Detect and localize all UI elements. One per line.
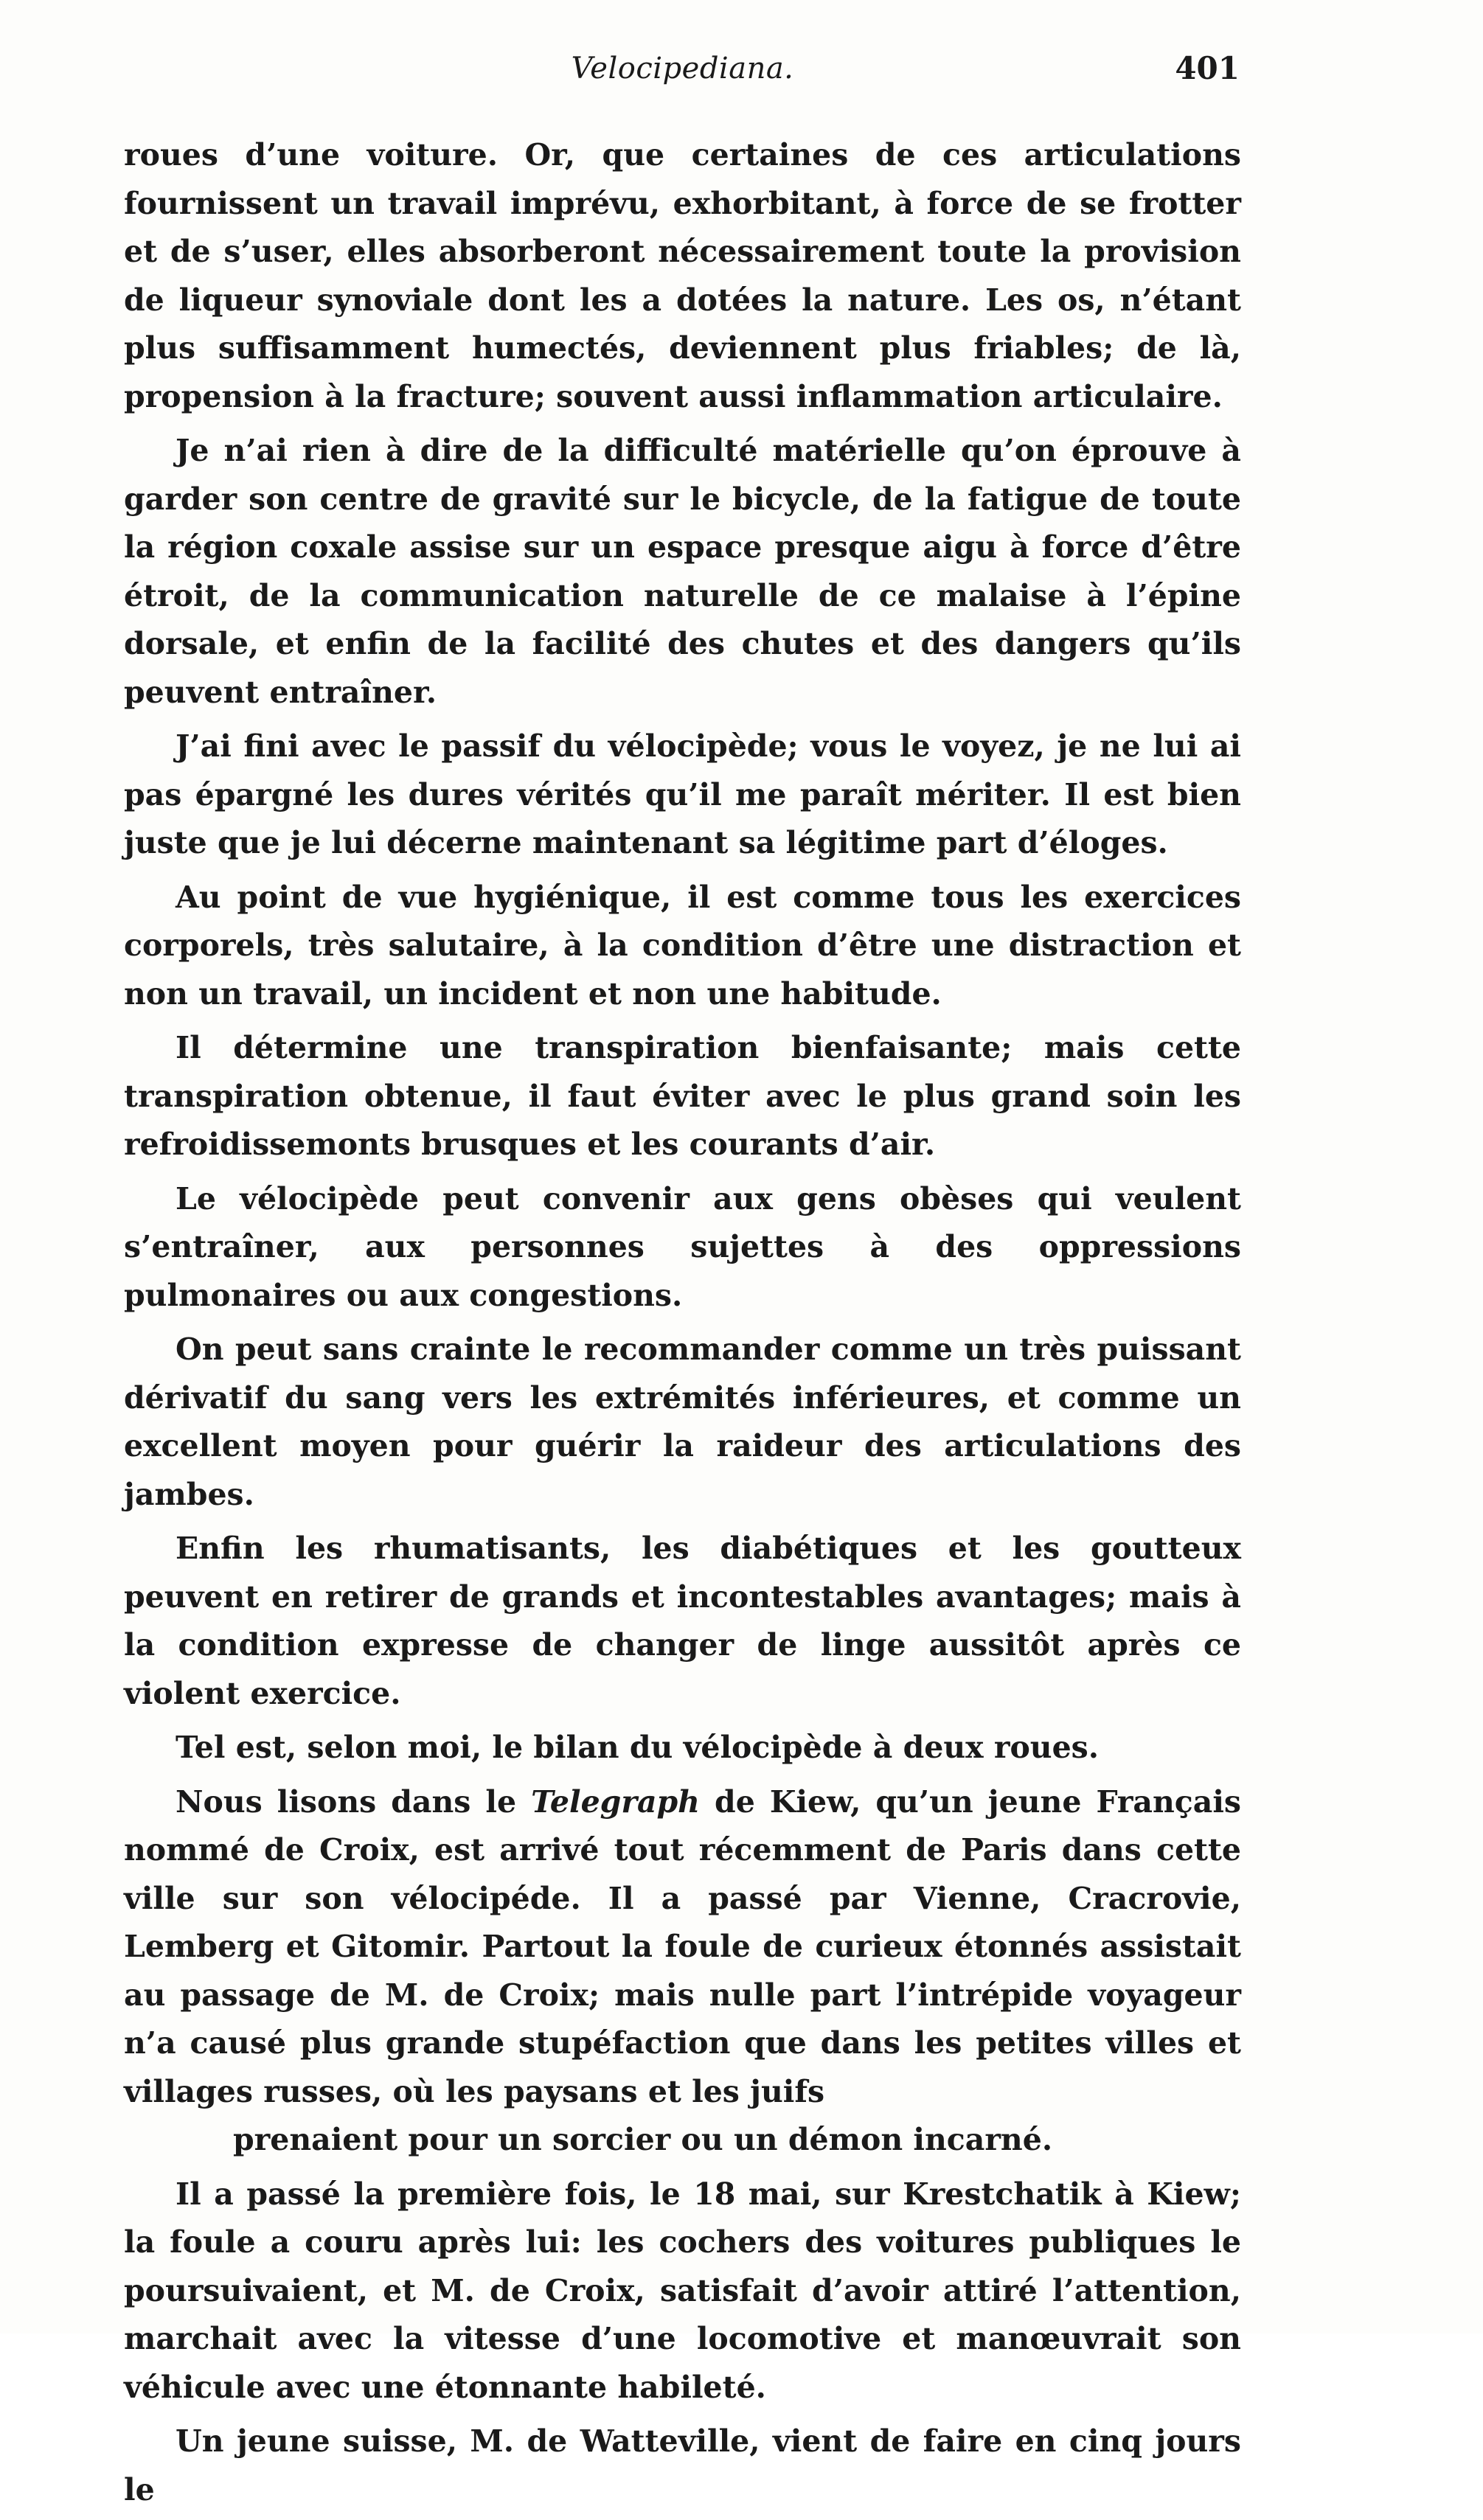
paragraph-9: Tel est, selon moi, le bilan du vélocipède à deux roues. [176, 1730, 1100, 1765]
paragraph-10-hanging-line: prenaient pour un sorcier ou un démon incarné. [233, 2122, 1053, 2157]
paragraph-10-text-before: Nous lisons dans le [176, 1783, 532, 1820]
paragraph-10 [124, 1778, 1241, 2165]
paragraph-4: Au point de vue hygiénique, il est comme tous les exercices corporels, très salutaire, à la condition d’être une distraction et non un travail, un incident et non une habitude. [124, 879, 1241, 1012]
paragraph-10-text-after: de Kiew, qu’un jeune Français nommé de Croix, est arrivé tout récemment de Paris dans cette ville sur son vélocipéde. Il a passé par Vienne, Cracrovie, Lemberg et Gitomir. Partout la foule de curieux étonnés assistait au passage de M. de Croix; mais nulle part l’intrépide voyageur n’a causé plus grande stupéfaction que dans les petites villes et villages russes, où les paysans et les juifs [124, 1783, 1241, 2109]
paragraph-6: Le vélocipède peut convenir aux gens obèses qui veulent s’entraîner, aux personnes sujettes à des oppressions pulmonaires ou aux congestions. [124, 1180, 1241, 1313]
paragraph-1: roues d’une voiture. Or, que certaines de ces articulations fournissent un travail imprévu, exhorbitant, à force de se frotter et de s’user, elles absorberont nécessairement toute la provision de liqueur synoviale dont les a dotées la nature. Les os, n’étant plus suffisamment humectés, deviennent plus friables; de là, propension à la fracture; souvent aussi inflammation articulaire. [124, 137, 1241, 414]
page-header [124, 46, 1241, 97]
paragraph-12: Un jeune suisse, M. de Watteville, vient de faire en cinq jours le [124, 2423, 1241, 2507]
paragraph-3: J’ai fini avec le passif du vélocipède; vous le voyez, je ne lui ai pas épargné les dures vérités qu’il me paraît mériter. Il est bien juste que je lui décerne maintenant sa légitime part d’éloges. [124, 728, 1241, 860]
newspaper-title: Telegraph [531, 1783, 700, 1820]
paragraph-11: Il a passé la première fois, le 18 mai, sur Krestchatik à Kiew; la foule a couru après lui: les cochers des voitures publiques le poursuivaient, et M. de Croix, satisfait d’avoir attiré l’attention, marchait avec la vitesse d’une locomotive et manœuvrait son véhicule avec une étonnante habileté. [124, 2176, 1241, 2405]
page-number: 401 [1175, 50, 1240, 86]
paragraph-5: Il détermine une transpiration bienfaisante; mais cette transpiration obtenue, il faut éviter avec le plus grand soin les refroidissemonts brusques et les courants d’air. [124, 1030, 1241, 1162]
text-body [124, 131, 1241, 2520]
paragraph-8: Enfin les rhumatisants, les diabétiques et les goutteux peuvent en retirer de grands et incontestables avantages; mais à la condition expresse de changer de linge aussitôt après ce violent exercice. [124, 1531, 1241, 1711]
running-title: Velocipediana. [571, 52, 794, 86]
paragraph-7: On peut sans crainte le recommander comme un très puissant dérivatif du sang vers les extrémités inférieures, et comme un excellent moyen pour guérir la raideur des articulations des jambes. [124, 1332, 1241, 1512]
paragraph-2: Je n’ai rien à dire de la difficulté matérielle qu’on éprouve à garder son centre de gravité sur le bicycle, de la fatigue de toute la région coxale assise sur un espace presque aigu à force d’être étroit, de la communication naturelle de ce malaise à l’épine dorsale, et enfin de la facilité des chutes et des dangers qu’ils peuvent entraîner. [124, 433, 1241, 710]
